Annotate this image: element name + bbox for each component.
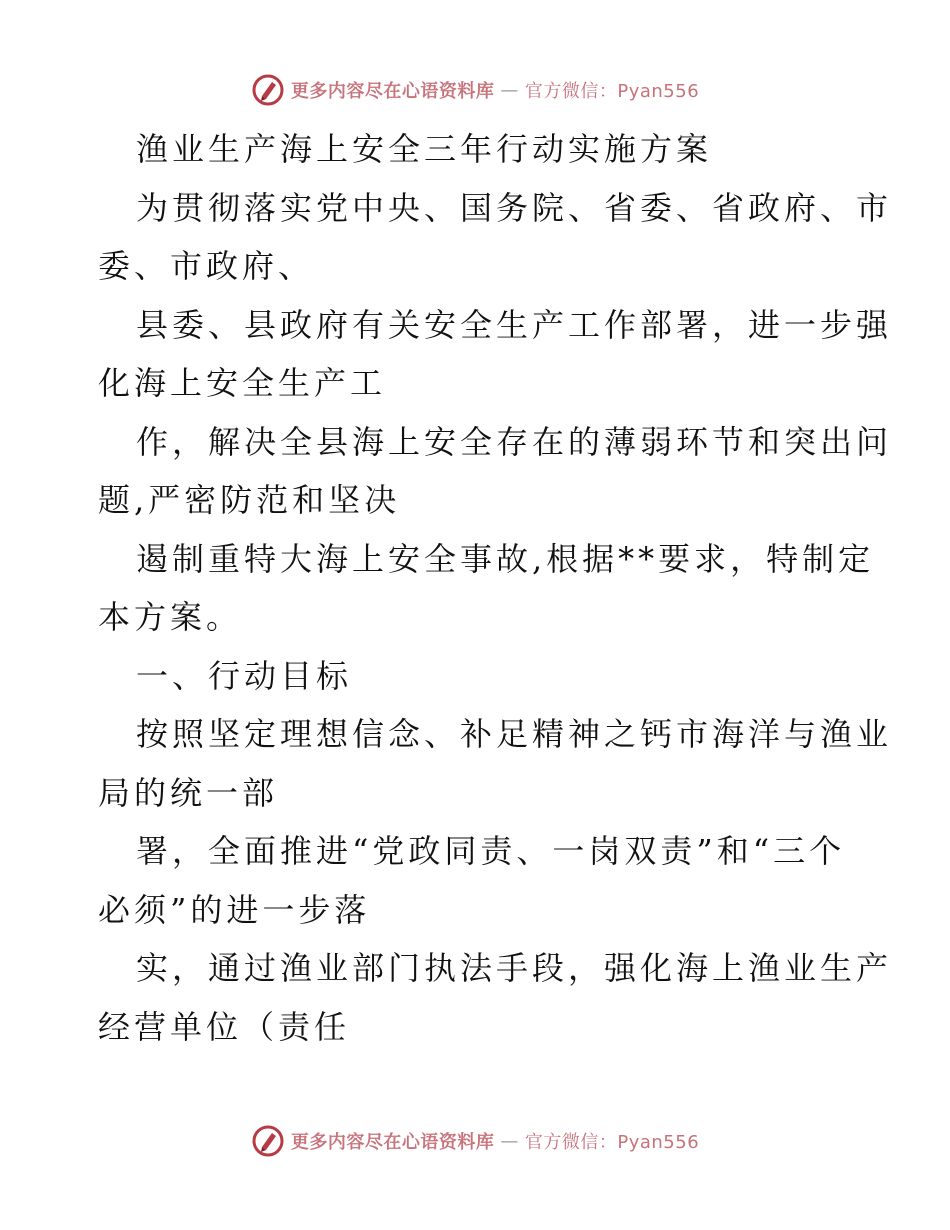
document-line: 渔业生产海上安全三年行动实施方案 — [136, 130, 713, 168]
watermark-sub-text: 官方微信：Pyan556 — [524, 81, 700, 102]
document-line: 题,严密防范和坚决 — [98, 481, 401, 519]
watermark-main-text: 更多内容尽在心语资料库 — [290, 1132, 495, 1153]
document-body — [98, 120, 893, 1056]
document-line: 必须”的进一步落 — [98, 890, 371, 929]
section-heading: 一、行动目标 — [136, 656, 353, 695]
pen-logo-icon — [251, 1124, 285, 1158]
document-line: 为贯彻落实党中央、国务院、省委、省政府、市 — [136, 188, 893, 227]
document-line: 遏制重特大海上安全事故,根据**要求，特制定 — [136, 539, 875, 578]
document-line: 实，通过渔业部门执法手段，强化海上渔业生产 — [136, 949, 893, 987]
document-line: 县委、县政府有关安全生产工作部署，进一步强 — [136, 305, 893, 344]
document-line: 作，解决全县海上安全存在的薄弱环节和突出问 — [136, 422, 893, 461]
pen-logo-icon — [251, 73, 285, 107]
document-line: 按照坚定理想信念、补足精神之钙市海洋与渔业 — [136, 715, 893, 753]
document-line: 署，全面推进“党政同责、一岗双责”和“三个 — [136, 832, 846, 870]
watermark-main-text: 更多内容尽在心语资料库 — [290, 81, 495, 102]
watermark-dash: — — [500, 79, 519, 101]
document-line: 局的统一部 — [98, 773, 279, 812]
document-line: 化海上安全生产工 — [98, 364, 387, 402]
document-line: 委、市政府、 — [98, 247, 315, 285]
watermark-sub-text: 官方微信：Pyan556 — [524, 1132, 700, 1153]
document-line: 本方案。 — [98, 598, 243, 636]
document-line: 经营单位（责任 — [98, 1007, 351, 1046]
header-watermark — [0, 70, 950, 110]
footer-watermark — [0, 1121, 950, 1161]
watermark-dash: — — [500, 1130, 519, 1152]
